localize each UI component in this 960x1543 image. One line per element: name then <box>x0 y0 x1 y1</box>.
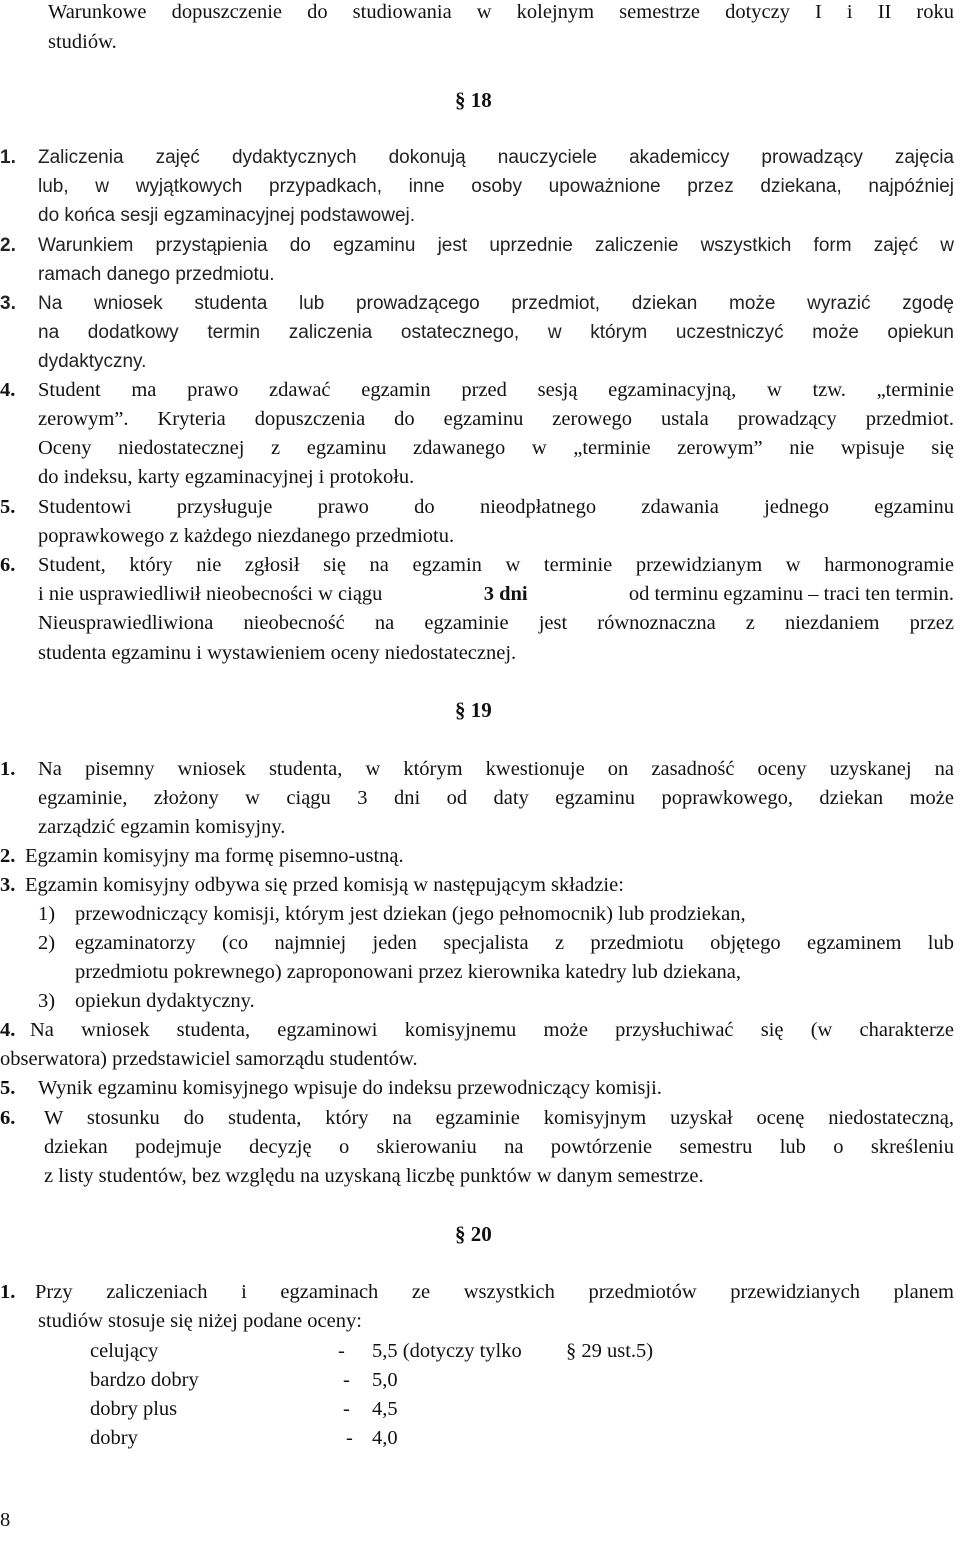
paragraph-line: dziekan podejmuje decyzję o skierowaniu na powtórzenie semestru lub o skreśleniu <box>44 1136 954 1158</box>
paragraph-line: Student, który nie zgłosił się na egzamin w terminie przewidzianym w harmonogramie <box>38 554 954 576</box>
grade-value: 5,0 <box>372 1369 398 1391</box>
paragraph-line: z listy studentów, bez względu na uzyskaną liczbę punktów w danym semestrze. <box>44 1165 704 1187</box>
paragraph-line: studenta egzaminu i wystawieniem oceny niedostatecznej. <box>38 642 517 664</box>
paragraph-number: 2. <box>0 845 16 867</box>
paragraph-line: Przy zaliczeniach i egzaminach ze wszystkich przedmiotów przewidzianych planem <box>35 1281 954 1303</box>
paragraph-number: 6. <box>0 1107 16 1129</box>
grade-dash: - <box>338 1340 345 1362</box>
grade-note: § 29 ust.5) <box>566 1340 654 1362</box>
list-item: opiekun dydaktyczny. <box>75 990 255 1012</box>
paragraph-number: 3. <box>0 874 16 896</box>
paragraph-line: Student ma prawo zdawać egzamin przed sesją egzaminacyjną, w tzw. „terminie <box>38 379 954 401</box>
list-item-continuation: przedmiotu pokrewnego) zaproponowani przez kierownika katedry lub dziekana, <box>75 961 741 983</box>
list-item-number: 3) <box>38 990 56 1012</box>
grade-name: dobry <box>90 1427 138 1449</box>
grade-value: 5,5 (dotyczy tylko <box>372 1340 522 1362</box>
paragraph-line: egzaminie, złożony w ciągu 3 dni od daty egzaminu poprawkowego, dziekan może <box>38 787 954 809</box>
grade-name: bardzo dobry <box>90 1369 199 1391</box>
paragraph-line: poprawkowego z każdego niezdanego przedmiotu. <box>38 525 455 547</box>
deadline-emphasis: 3 dni <box>483 583 528 605</box>
paragraph-number: 1. <box>0 1281 16 1303</box>
grade-name: celujący <box>90 1340 159 1362</box>
paragraph-number: 5. <box>0 496 16 518</box>
intro-line-2: studiów. <box>48 31 117 53</box>
paragraph-line: do końca sesji egzaminacyjnej podstawowej. <box>38 205 416 226</box>
paragraph-line: studiów stosuje się niżej podane oceny: <box>38 1310 362 1332</box>
grade-row <box>0 1366 960 1395</box>
paragraph-line: na dodatkowy termin zaliczenia ostatecznego, w którym uczestniczyć może opiekun <box>38 322 954 343</box>
list-item-number: 2) <box>38 932 56 954</box>
paragraph-line: Studentowi przysługuje prawo do nieodpłatnego zdawania jednego egzaminu <box>38 496 954 518</box>
grade-value: 4,0 <box>372 1427 398 1449</box>
paragraph-line: zerowym”. Kryteria dopuszczenia do egzaminu zerowego ustala prowadzący przedmiot. <box>38 408 954 430</box>
paragraph-line <box>38 580 954 609</box>
paragraph-line: lub, w wyjątkowych przypadkach, inne osoby upoważnione przez dziekana, najpóźniej <box>38 176 954 197</box>
paragraph-number: 6. <box>0 554 16 576</box>
paragraph-number: 1. <box>0 758 16 780</box>
intro-line-1: Warunkowe dopuszczenie do studiowania w kolejnym semestrze dotyczy I i II roku <box>48 1 954 23</box>
paragraph-number: 1. <box>0 147 16 168</box>
paragraph-number: 4. <box>0 379 16 401</box>
paragraph-line: Na wniosek studenta, egzaminowi komisyjnemu może przysłuchiwać się (w charakterze <box>30 1019 954 1041</box>
paragraph-line: zarządzić egzamin komisyjny. <box>38 816 286 838</box>
paragraph-line: Oceny niedostatecznej z egzaminu zdawanego w „terminie zerowym” nie wpisuje się <box>38 437 954 459</box>
paragraph-line: Na wniosek studenta lub prowadzącego przedmiot, dziekan może wyrazić zgodę <box>38 293 954 314</box>
section-heading-19: § 19 <box>455 698 492 722</box>
paragraph-line: dydaktyczny. <box>38 351 147 372</box>
grade-row <box>0 1395 960 1424</box>
grade-row <box>0 1337 960 1366</box>
page-number: 8 <box>0 1509 11 1531</box>
list-item-number: 1) <box>38 903 56 925</box>
grade-row <box>0 1424 960 1453</box>
grade-value: 4,5 <box>372 1398 398 1420</box>
paragraph-line: Nieusprawiedliwiona nieobecność na egzaminie jest równoznaczna z niezdaniem przez <box>38 612 954 634</box>
grade-dash: - <box>343 1398 350 1420</box>
paragraph-line: Egzamin komisyjny odbywa się przed komisją w następującym składzie: <box>25 874 624 896</box>
paragraph-number: 5. <box>0 1077 16 1099</box>
list-item: egzaminatorzy (co najmniej jeden specjalista z przedmiotu objętego egzaminem lub <box>75 932 954 954</box>
text-segment: od terminu egzaminu – traci ten termin. <box>628 583 954 605</box>
text-segment: i nie usprawiedliwił nieobecności w ciągu <box>38 583 383 605</box>
grade-name: dobry plus <box>90 1398 178 1420</box>
grade-dash: - <box>343 1369 350 1391</box>
paragraph-line: Na pisemny wniosek studenta, w którym kwestionuje on zasadność oceny uzyskanej na <box>38 758 954 780</box>
paragraph-line: Zaliczenia zajęć dydaktycznych dokonują nauczyciele akademiccy prowadzący zajęcia <box>38 147 954 168</box>
section-heading-20: § 20 <box>455 1222 492 1246</box>
section-heading-18: § 18 <box>455 88 492 112</box>
paragraph-line: obserwatora) przedstawiciel samorządu studentów. <box>0 1048 418 1070</box>
paragraph-number: 4. <box>0 1019 16 1041</box>
paragraph-line: W stosunku do studenta, który na egzaminie komisyjnym uzyskał ocenę niedostateczną, <box>44 1107 954 1129</box>
paragraph-line: do indeksu, karty egzaminacyjnej i protokołu. <box>38 466 415 488</box>
paragraph-number: 2. <box>0 235 16 256</box>
paragraph-line: ramach danego przedmiotu. <box>38 264 275 285</box>
list-item: przewodniczący komisji, którym jest dziekan (jego pełnomocnik) lub prodziekan, <box>75 903 746 925</box>
paragraph-line: Egzamin komisyjny ma formę pisemno-ustną. <box>25 845 404 867</box>
paragraph-line: Warunkiem przystąpienia do egzaminu jest uprzednie zaliczenie wszystkich form zajęć w <box>38 235 954 256</box>
grade-dash: - <box>346 1427 353 1449</box>
paragraph-number: 3. <box>0 293 16 314</box>
paragraph-line: Wynik egzaminu komisyjnego wpisuje do indeksu przewodniczący komisji. <box>38 1077 662 1099</box>
